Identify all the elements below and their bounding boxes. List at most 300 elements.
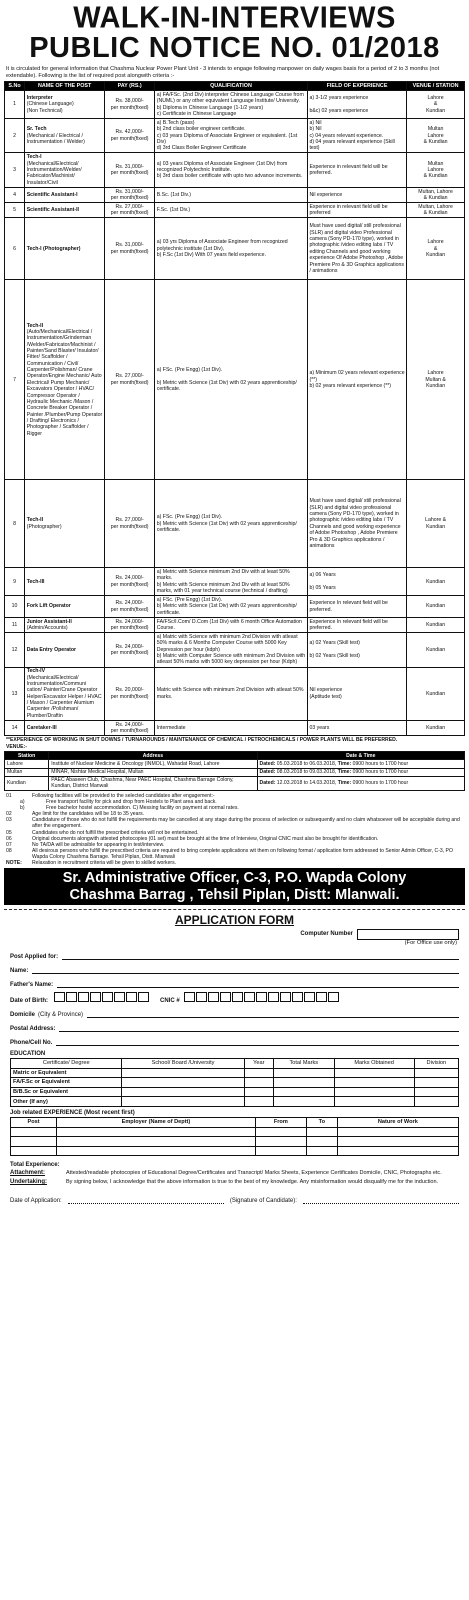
experience-note: **EXPERIENCE OF WORKING IN SHUT DOWNS / TURNAROUNDS / MAINTENANCE OF CHEMICAL / PETROCHEMICALS / POWER PLANTS WILL BE PREFERRED. <box>6 737 398 744</box>
table-row <box>5 187 465 202</box>
post-cell <box>25 568 105 596</box>
post-cell <box>25 187 105 202</box>
education-entry-cell[interactable] <box>122 1068 244 1078</box>
table-row <box>5 203 465 218</box>
education-entry-cell[interactable] <box>414 1068 458 1078</box>
sno-cell: 3 <box>5 153 25 187</box>
education-entry-cell[interactable] <box>244 1097 273 1107</box>
date-digit-box[interactable] <box>102 992 113 1002</box>
address-cell: PAEC Abaseen Club, Chashma, Near PAEC Hospital, Chashma Barrage Colony, Kundian, District Manwali <box>49 776 257 790</box>
date-time-cell <box>257 776 464 790</box>
venue-table <box>4 751 465 791</box>
facilities-list <box>6 793 463 866</box>
qualification-cell: a) FA/FSc. (2nd Div) interpreter Chinese Language Course from (NUML) or any other equivalent Language Institute/ University. b) Diploma in Chinese Language (1-1/2 years) c) Certificate in Chinese Language <box>155 91 308 119</box>
dob-boxes[interactable] <box>54 992 150 1004</box>
dated-label: Dated: <box>259 760 277 767</box>
experience-entry-cell[interactable] <box>11 1137 57 1147</box>
experience-entry-cell[interactable] <box>57 1137 256 1147</box>
venue-header-cell: Station <box>5 752 49 760</box>
table-row <box>5 768 465 776</box>
pay-cell: Rs. 31,000/- per month(fixed) <box>105 153 155 187</box>
education-entry-cell[interactable] <box>244 1087 273 1097</box>
sno-cell: 12 <box>5 633 25 667</box>
pay-cell: Rs. 31,000/- per month(fixed) <box>105 187 155 202</box>
undertaking-label: Undertaking: <box>10 1179 48 1186</box>
table-row <box>11 1068 459 1078</box>
table-row <box>11 1146 459 1156</box>
post-cell <box>25 91 105 119</box>
jobs-header-cell: FIELD OF EXPERIENCE <box>307 81 406 90</box>
pay-cell: Rs. 24,000/- per month(fixed) <box>105 633 155 667</box>
total-experience-label: Total Experience: <box>10 1162 60 1169</box>
education-entry-cell[interactable] <box>274 1068 335 1078</box>
post-cell <box>25 119 105 153</box>
education-table-body <box>11 1068 459 1106</box>
date-digit-box[interactable] <box>114 992 125 1002</box>
experience-table-header <box>11 1117 459 1127</box>
education-entry-cell[interactable] <box>334 1068 414 1078</box>
sno-cell: 5 <box>5 203 25 218</box>
address-banner <box>4 868 465 905</box>
sno-cell: 11 <box>5 617 25 632</box>
qualification-cell: F.Sc. (1st Div.) <box>155 203 308 218</box>
experience-header-cell: Nature of Work <box>337 1117 458 1127</box>
date-value: 05.03.2018 to 06.03.2018, <box>276 760 338 767</box>
education-header-cell: Marks Obtained <box>334 1058 414 1068</box>
experience-table-body <box>11 1127 459 1156</box>
post-detail: (Admin/Accounts) <box>26 625 68 632</box>
sno-cell: 7 <box>5 280 25 480</box>
venue-cell: Lahore & Kundian <box>407 91 465 119</box>
venue-cell: Kundian <box>407 633 465 667</box>
table-row <box>5 776 465 790</box>
date-digit-box[interactable] <box>54 992 65 1002</box>
dated-label: Dated: <box>259 769 277 776</box>
walk-in-title: WALK-IN-INTERVIEWS <box>73 1 396 35</box>
name-field[interactable] <box>32 965 459 974</box>
cnic-label: CNIC # <box>160 997 180 1004</box>
table-row <box>11 1097 459 1107</box>
education-entry-cell[interactable] <box>244 1068 273 1078</box>
post-detail: (Mechanical / Electrical / Instrumentation / Welder) <box>26 132 85 145</box>
cnic-digit-box[interactable] <box>292 992 303 1002</box>
post-applied-field[interactable] <box>62 951 459 960</box>
post-cell <box>25 218 105 280</box>
post-name: Sr. Tech <box>26 126 47 133</box>
application-form-title: APPLICATION FORM <box>174 912 295 927</box>
sno-cell: 10 <box>5 596 25 618</box>
item-number: 01 <box>6 792 12 799</box>
item-text: Candidature of those who do not fulfill the requirements may be cancelled at any stage during the process of selection or subsequently and no claim whatsoever will be acceptable during and after the engagement. <box>32 817 460 830</box>
address-cell: Institute of Nuclear Medicine & Oncology (INMOL), Wahadat Road, Lahore <box>49 760 257 768</box>
pay-cell: Rs. 20,000/- per month(fixed) <box>105 667 155 720</box>
experience-cell: a) 06 Years b) 05 Years <box>307 568 406 596</box>
experience-entry-cell[interactable] <box>306 1137 337 1147</box>
certificate-cell: Matric or Equivalent <box>11 1068 122 1078</box>
cnic-digit-box[interactable] <box>268 992 279 1002</box>
post-cell <box>25 667 105 720</box>
venue-cell: Kundian <box>407 617 465 632</box>
item-text: Free bachelor hostel accommodation. C) Messing facility on payment at normal rates. <box>46 805 239 812</box>
item-text: No TA/DA will be admissible for appearing in test/interview. <box>32 841 165 848</box>
experience-entry-cell[interactable] <box>337 1146 458 1156</box>
education-table <box>10 1058 459 1107</box>
item-number: 07 <box>6 841 12 848</box>
item-number: 05 <box>6 829 12 836</box>
education-entry-cell[interactable] <box>414 1087 458 1097</box>
pay-cell: Rs. 42,000/- per month(fixed) <box>105 119 155 153</box>
table-row <box>11 1087 459 1097</box>
date-time-cell <box>257 760 464 768</box>
item-number: 06 <box>6 835 12 842</box>
jobs-table-header <box>5 81 465 90</box>
experience-entry-cell[interactable] <box>306 1146 337 1156</box>
sno-cell: 4 <box>5 187 25 202</box>
qualification-cell: a) 03 years Diploma of Associate Engineer (1st Div) from recognized Polytechnic Institute. b) 3rd class boiler certificate with upto two advance increments. <box>155 153 308 187</box>
education-entry-cell[interactable] <box>414 1078 458 1088</box>
venue-cell: Kundian <box>407 720 465 735</box>
venue-cell: Lahore & Kundian <box>407 480 465 568</box>
date-time-cell <box>257 768 464 776</box>
item-text: All desirous persons who fulfill the prescribed criteria are required to bring complete applications wit them on following format / application form addressed to Senior Admin Officer, C-3, PO Wapda Colony Chashma Barrage. Tehsil Piplan, Distt. Mianwali <box>32 847 453 860</box>
phone-field[interactable] <box>56 1037 459 1046</box>
phone-label: Phone/Cell No. <box>10 1039 53 1046</box>
date-value: 08.03.2018 to 09.03.2018, <box>276 769 338 776</box>
experience-entry-cell[interactable] <box>337 1127 458 1137</box>
experience-cell: Experience In relevant field will be preferred. <box>307 596 406 618</box>
experience-entry-cell[interactable] <box>255 1146 306 1156</box>
postal-address-label: Postal Address: <box>10 1025 56 1032</box>
education-entry-cell[interactable] <box>334 1097 414 1107</box>
name-label: Name: <box>10 967 29 974</box>
qualification-cell: a) FSc. (Pre Engg) (1st Div). b) Metric with Science (1st Div) with 02 years apprenticeship/ certificate. <box>155 596 308 618</box>
experience-cell: Nil experience <box>307 187 406 202</box>
experience-cell: a) Nil b) Nil c) 04 years relevant experience. d) 04 years relevant experience (Skill test) <box>307 119 406 153</box>
education-entry-cell[interactable] <box>244 1078 273 1088</box>
qualification-cell: a) 03 yrs Diploma of Associate Engineer from recognized polytechnic institute (1st Div), b) F.Sc (1st Div) With 07 years field experience. <box>155 218 308 280</box>
venue-header-cell: Date & Time <box>257 752 464 760</box>
intro-text: It is circulated for general information that Chashma Nuclear Power Plant Unit - 3 intends to engage following manpower on daily wages basis for a period of 2 to 3 months (not extendable). Following is the list of required post alongwith criteria :- <box>6 66 440 79</box>
education-header-cell: School/ Board /University <box>122 1058 244 1068</box>
venue-cell: Lahore Multan & Kundian <box>407 280 465 480</box>
qualification-cell: Matric with Science with minimum 2nd Division with atleast 50% marks. <box>155 667 308 720</box>
table-row <box>5 568 465 596</box>
date-digit-box[interactable] <box>78 992 89 1002</box>
experience-table <box>10 1117 459 1156</box>
post-name: Fork Lift Operator <box>26 603 71 610</box>
qualification-cell: FA/FSc/I.Com/ D.Com (1st Div) with 6 month Office Automation Course. <box>155 617 308 632</box>
pay-cell: Rs. 24,000/- per month(fixed) <box>105 720 155 735</box>
experience-entry-cell[interactable] <box>57 1127 256 1137</box>
station-cell: Multan <box>5 768 49 776</box>
cnic-digit-box[interactable] <box>256 992 267 1002</box>
domicile-label: Domicile <box>10 1011 36 1018</box>
jobs-header-cell: QUALIFICATION <box>155 81 308 90</box>
post-cell <box>25 480 105 568</box>
father-name-label: Father's Name: <box>10 981 54 988</box>
cut-line <box>4 909 465 910</box>
experience-cell: Experience In relevant field will be preferred. <box>307 617 406 632</box>
time-value: 0900 hours to 1700 hour <box>352 760 409 767</box>
experience-header-cell: Post <box>11 1117 57 1127</box>
cnic-digit-box[interactable] <box>208 992 219 1002</box>
sno-cell: 8 <box>5 480 25 568</box>
domicile-hint: (City & Province) <box>38 1011 84 1018</box>
date-value: 12.03.2018 to 14.03.2018, <box>276 780 338 787</box>
item-text: Original documents alongwith attested photocopies (01 set) must be brought at the time of Interview, Original CNIC must also be brought for identification. <box>32 835 379 842</box>
education-header-cell: Year <box>244 1058 273 1068</box>
job-experience-label: Job related EXPERIENCE (Most recent first) <box>10 1109 135 1116</box>
venue-cell: Lahore & Kundian <box>407 218 465 280</box>
post-name: Caretaker-III <box>26 724 57 731</box>
education-entry-cell[interactable] <box>122 1078 244 1088</box>
post-detail: (Chinese Language) (Non Technical) <box>26 101 74 114</box>
time-label: Time: <box>337 760 353 767</box>
experience-entry-cell[interactable] <box>255 1127 306 1137</box>
experience-header-cell: Employer (Name of Deptt) <box>57 1117 256 1127</box>
father-name-field[interactable] <box>57 979 459 988</box>
post-cell <box>25 280 105 480</box>
post-name: Junior Assistant-II <box>26 618 72 625</box>
date-digit-box[interactable] <box>90 992 101 1002</box>
table-row <box>5 596 465 618</box>
pay-cell: Rs. 27,000/- per month(fixed) <box>105 480 155 568</box>
venue-cell: Kundian <box>407 596 465 618</box>
qualification-cell: B.Sc. (1st Div.) <box>155 187 308 202</box>
education-entry-cell[interactable] <box>334 1087 414 1097</box>
sno-cell: 14 <box>5 720 25 735</box>
experience-entry-cell[interactable] <box>11 1146 57 1156</box>
experience-entry-cell[interactable] <box>255 1137 306 1147</box>
venue-cell: Multan, Lahore & Kundian <box>407 203 465 218</box>
table-row <box>5 667 465 720</box>
sno-cell: 6 <box>5 218 25 280</box>
item-number: b) <box>20 805 25 812</box>
post-name: Tech-I (Photographer) <box>26 245 81 252</box>
sno-cell: 13 <box>5 667 25 720</box>
experience-header-cell: To <box>306 1117 337 1127</box>
list-item <box>6 860 463 866</box>
venue-table-header <box>5 752 465 760</box>
table-row <box>5 119 465 153</box>
application-form <box>4 929 465 1204</box>
jobs-header-cell: PAY (RS.) <box>105 81 155 90</box>
certificate-cell: Other (If any) <box>11 1097 122 1107</box>
time-value: 0900 hours to 1700 hour <box>352 769 409 776</box>
experience-cell: Nil experience (Aptitude test) <box>307 667 406 720</box>
item-number: 02 <box>6 811 12 818</box>
post-detail: (Photographer) <box>26 523 62 530</box>
education-entry-cell[interactable] <box>274 1087 335 1097</box>
computer-number-label: Computer Number <box>300 931 353 938</box>
cnic-digit-box[interactable] <box>220 992 231 1002</box>
experience-cell: Must have used digital/ still professional (SLR) and digital video Professional camera (Sony PD-170 type), worked in photographic /video editing labs / TV editing Channels and good working experience Of Adobe Photoshop , Adobe Premiere Pro & 3D Graphics applications / animations <box>307 218 406 280</box>
qualification-cell: a) Matric with Science with minimum 2nd Division with atleast 50% marks & 6 Months Computer Course with 5000 Key Depression per hour (kdph) b) Matric with Computer Science with minimum 2nd Division with atleast 50% marks with 5000 key depression per hour (Kdph) <box>155 633 308 667</box>
item-text: Relaxation in recruitment criteria will be given to skilled workers. <box>32 860 177 867</box>
qualification-cell: a) FSc. (Pre Engg) (1st Div). b) Metric with Science (1st Div) with 02 years apprenticeship/ certificate. <box>155 480 308 568</box>
public-notice-title: PUBLIC NOTICE NO. 01/2018 <box>29 32 440 64</box>
venue-header-cell: Address <box>49 752 257 760</box>
experience-entry-cell[interactable] <box>337 1137 458 1147</box>
public-notice-page <box>4 0 465 1204</box>
table-row <box>5 91 465 119</box>
venue-cell: Kundian <box>407 667 465 720</box>
table-row <box>5 633 465 667</box>
dated-label: Dated: <box>259 780 277 787</box>
item-text: Candidates who do not fulfill the prescribed criteria will not be entertained. <box>32 829 199 836</box>
experience-header-cell: From <box>255 1117 306 1127</box>
cnic-digit-box[interactable] <box>304 992 315 1002</box>
item-number: 08 <box>6 847 12 854</box>
post-name: Tech-IV <box>26 668 46 675</box>
table-row <box>11 1078 459 1088</box>
post-name: Tech-I <box>26 154 42 161</box>
post-detail: (Auto/Mechanical/Electrical / Instrumentation/Grinderman /Welder/Fabricator/Machinist / Painter/Sand Blaster/ Insulator/ Fitter/ Scaffolder / Communication / Civil/ Carpenter/Polishman/ Crane Operator/Engine Mechanic/ Auto Electrical/ Pump Mechanic/ Excavators Operator / HVAC/ Compressor Operator / Hydraulic Mechanic /Mason / Concrete Breaker Operator / Painter /Plumber/Pump Operator / Drafting/ Electronics / Photographer / Scaffolder / Rigger <box>26 329 103 437</box>
jobs-header-cell: NAME OF THE POST <box>25 81 105 90</box>
attachment-label: Attachment: <box>10 1170 46 1177</box>
undertaking-text: By signing below, I acknowledge that the above information is true to the best of my knowledge. Any misinformation would disqualify me for the induction. <box>66 1179 439 1186</box>
qualification-cell: a) B.Tech (pass) b) 2nd class boiler engineer certificate. c) 03 years Diploma of Associate Engineer or equivalent. (1st Div) d) 3rd Class Boiler Engineer Certificate <box>155 119 308 153</box>
qualification-cell: a) FSc. (Pre Engg) (1st Div). b) Metric with Science (1st Div) with 02 years apprenticeship/ certificate. <box>155 280 308 480</box>
cnic-boxes[interactable] <box>184 992 340 1004</box>
list-item <box>6 848 463 860</box>
date-digit-box[interactable] <box>126 992 137 1002</box>
qualification-cell: Intermediate <box>155 720 308 735</box>
venue-label: VENUE:- <box>6 744 27 751</box>
post-applied-label: Post Applied for: <box>10 953 59 960</box>
post-name: Data Entry Operator <box>26 646 77 653</box>
experience-cell: Experience in relevant field will be preferred <box>307 203 406 218</box>
cnic-digit-box[interactable] <box>184 992 195 1002</box>
station-cell: Kundian <box>5 776 49 790</box>
education-entry-cell[interactable] <box>334 1078 414 1088</box>
experience-entry-cell[interactable] <box>57 1146 256 1156</box>
table-row <box>5 280 465 480</box>
education-entry-cell[interactable] <box>274 1097 335 1107</box>
cnic-digit-box[interactable] <box>328 992 339 1002</box>
pay-cell: Rs. 31,000/- per month(fixed) <box>105 218 155 280</box>
post-detail: (Mechanical/Electrical/ Instrumentation/Welder/ Fabricator/Machinist/ Insulator/Civil <box>26 160 82 186</box>
certificate-cell: FA/F.Sc or Equivalent <box>11 1078 122 1088</box>
table-row <box>5 480 465 568</box>
education-header-cell: Certificate/ Degree <box>11 1058 122 1068</box>
education-label: EDUCATION <box>10 1050 46 1057</box>
item-number: 03 <box>6 817 12 824</box>
education-table-header <box>11 1058 459 1068</box>
table-row <box>5 617 465 632</box>
date-digit-box[interactable] <box>138 992 149 1002</box>
education-entry-cell[interactable] <box>122 1097 244 1107</box>
post-name: Interpreter <box>26 95 53 102</box>
post-cell <box>25 720 105 735</box>
cnic-digit-box[interactable] <box>280 992 291 1002</box>
item-text: Age limit for the candidates will be 18 to 35 years. <box>32 811 145 818</box>
sno-cell: 1 <box>5 91 25 119</box>
venue-cell: Multan, Lahore & Kundian <box>407 187 465 202</box>
post-cell <box>25 596 105 618</box>
pay-cell: Rs. 24,000/- per month(fixed) <box>105 617 155 632</box>
experience-cell: a) 3-1/2 years experience b&c) 02 years experience <box>307 91 406 119</box>
jobs-table-body <box>5 91 465 736</box>
item-text: Following facilities will be provided to the selected candidates after engagement:- <box>32 792 215 799</box>
list-item <box>6 817 463 829</box>
postal-address-field[interactable] <box>59 1023 459 1032</box>
experience-entry-cell[interactable] <box>306 1127 337 1137</box>
pay-cell: Rs. 38,000/- per month(fixed) <box>105 91 155 119</box>
item-text: Free transport facility for pick and drop from Hostels to Plant area and back. <box>46 798 217 805</box>
education-entry-cell[interactable] <box>122 1087 244 1097</box>
table-row <box>5 218 465 280</box>
post-cell <box>25 633 105 667</box>
table-row <box>11 1137 459 1147</box>
domicile-field[interactable] <box>87 1009 459 1018</box>
table-row <box>11 1127 459 1137</box>
education-entry-cell[interactable] <box>274 1078 335 1088</box>
cnic-digit-box[interactable] <box>316 992 327 1002</box>
post-name: Scientific Assistant-I <box>26 191 78 198</box>
station-cell: Lahore <box>5 760 49 768</box>
table-row <box>5 720 465 735</box>
sno-cell: 9 <box>5 568 25 596</box>
jobs-header-cell: VENUE / STATION <box>407 81 465 90</box>
experience-cell: a) Minimum 02 years relevant experience (**) b) 02 years relevant experience (**) <box>307 280 406 480</box>
pay-cell: Rs. 24,000/- per month(fixed) <box>105 596 155 618</box>
sno-cell: 2 <box>5 119 25 153</box>
cnic-digit-box[interactable] <box>232 992 243 1002</box>
pay-cell: Rs. 24,000/- per month(fixed) <box>105 568 155 596</box>
education-header-cell: Total Marks <box>274 1058 335 1068</box>
address-line-2: Chashma Barrag , Tehsil Piplan, Distt: Mlanwali. <box>69 886 400 903</box>
cnic-digit-box[interactable] <box>244 992 255 1002</box>
address-cell: MINAR, Nishtar Medical Hospital, Multan <box>49 768 257 776</box>
address-line-1: Sr. Administrative Officer, C-3, P.O. Wapda Colony <box>62 870 407 887</box>
certificate-cell: B/B.Sc or Equivalent <box>11 1087 122 1097</box>
signature-field[interactable] <box>303 1196 459 1204</box>
post-name: Tech-II <box>26 322 44 329</box>
venue-cell: Multan Lahore & Kundian <box>407 153 465 187</box>
table-row <box>5 760 465 768</box>
signature-label: (Signature of Candidate): <box>229 1198 297 1205</box>
computer-number-box[interactable] <box>357 929 459 940</box>
jobs-table <box>4 81 465 736</box>
education-header-cell: Division <box>414 1058 458 1068</box>
education-entry-cell[interactable] <box>414 1097 458 1107</box>
date-digit-box[interactable] <box>66 992 77 1002</box>
post-cell <box>25 617 105 632</box>
table-row <box>5 153 465 187</box>
experience-cell: a) 02 Years (Skill test) b) 02 Years (Skill test) <box>307 633 406 667</box>
post-name: Tech-III <box>26 578 45 585</box>
jobs-header-cell: S.No <box>5 81 25 90</box>
experience-entry-cell[interactable] <box>11 1127 57 1137</box>
pay-cell: Rs. 27,000/- per month(fixed) <box>105 280 155 480</box>
attachment-text: Attested/readable photocopies of Educational Degree/Certificates and Transcript/ Marks Sheets, Experience Certificates Domicile, CNIC, Photographs etc. <box>66 1170 442 1177</box>
post-detail: (Mechanical/Electrical/ Instrumentation/Communi cation/ Painter/Crane Operator Helper/Excavator Helper / HVAC / Mason / Carpenter Alumium Carpenter /Polishman/ Plumber/Draftin <box>26 674 102 719</box>
cnic-digit-box[interactable] <box>196 992 207 1002</box>
qualification-cell: a) Metric with Science minimum 2nd Div with at least 50% marks. b) Metric with Science minimum 2nd Div with at least 50% marks, with 01 year technical course (technical / drafting) <box>155 568 308 596</box>
venue-table-body <box>5 760 465 791</box>
office-use-label: (For Office use only) <box>404 939 457 946</box>
dob-label: Date of Birth: <box>10 997 48 1004</box>
venue-cell: Kundian <box>407 568 465 596</box>
time-value: 0900 hours to 1700 hour <box>352 780 409 787</box>
post-name: Scientific Assistant-II <box>26 207 79 213</box>
date-of-application-field[interactable] <box>68 1196 224 1204</box>
item-number: NOTE: <box>6 860 22 867</box>
experience-cell: Must have used digital/ still professional (SLR) and digital video professional camera (Sony PD-170 type), worked in photographic /video editing labs / TV Channels and good working experience of Adobe Photoshop , Adobe Premiere Pro & 3D Graphics applications / animations <box>307 480 406 568</box>
time-label: Time: <box>337 780 353 787</box>
time-label: Time: <box>337 769 353 776</box>
